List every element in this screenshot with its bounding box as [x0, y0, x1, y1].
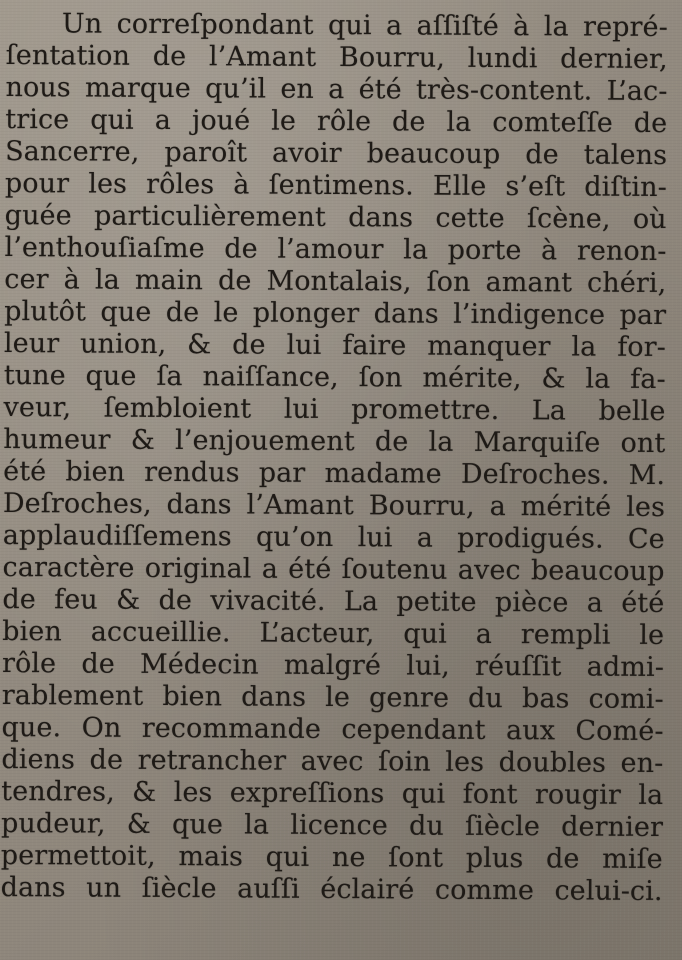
text-line: humeur & l’enjouement de la Marquiſe ont: [3, 423, 666, 460]
text-line: trice qui a joué le rôle de la comteſſe de: [5, 103, 668, 140]
text-line: ſentation de l’Amant Bourru, lundi dernier,: [5, 39, 668, 76]
text-line: rôle de Médecin malgré lui, réuſſit admi-: [1, 647, 665, 684]
text-line: tune que ſa naiſſance, ſon mérite, & la fa-: [3, 359, 666, 396]
text-line: l’enthouſiaſme de l’amour la porte à renon-: [4, 231, 667, 268]
text-line: permettoit, mais qui ne ſont plus de miſe: [0, 839, 663, 876]
text-line: rablement bien dans le genre du bas comi-: [1, 679, 664, 716]
text-line: dans un ſiècle auſſi éclairé comme celui-ci.: [0, 871, 663, 908]
text-line: de feu & de vivacité. La petite pièce a été: [2, 583, 665, 620]
text-line: tendres, & les expreſſions qui font rougir la: [1, 775, 664, 812]
text-line: veur, ſembloient lui promettre. La belle: [3, 391, 666, 428]
text-line: pudeur, & que la licence du ſiècle dernier: [0, 807, 664, 844]
text-line: cer à la main de Montalais, ſon amant chéri,: [4, 263, 667, 300]
text-line: Sancerre, paroît avoir beaucoup de talens: [5, 135, 668, 172]
text-line: Un correſpondant qui a aſſiſté à la repré-: [61, 8, 668, 44]
text-line: pour les rôles à ſentimens. Elle s’eſt diſtin-: [4, 167, 668, 204]
text-line: guée particulièrement dans cette ſcène, où: [4, 199, 667, 236]
text-line: caractère original a été ſoutenu avec beaucoup: [2, 551, 665, 588]
text-line: applaudiſſemens qu’on lui a prodigués. Ce: [2, 519, 665, 556]
text-line: diens de retrancher avec ſoin les doubles en-: [1, 743, 664, 780]
text-line: été bien rendus par madame Deſroches. M.: [3, 455, 666, 492]
text-line: leur union, & de lui faire manquer la for-: [3, 327, 667, 364]
text-line: nous marque qu’il en a été très-content. L’ac-: [5, 71, 668, 108]
text-line: que. On recommande cependant aux Comé-: [1, 711, 664, 748]
text-line: bien accueillie. L’acteur, qui a rempli le: [2, 615, 665, 652]
text-line: plutôt que de le plonger dans l’indigence par: [4, 295, 667, 332]
article-text: [1, 8, 668, 908]
text-line: Deſroches, dans l’Amant Bourru, a mérité les: [2, 487, 666, 524]
